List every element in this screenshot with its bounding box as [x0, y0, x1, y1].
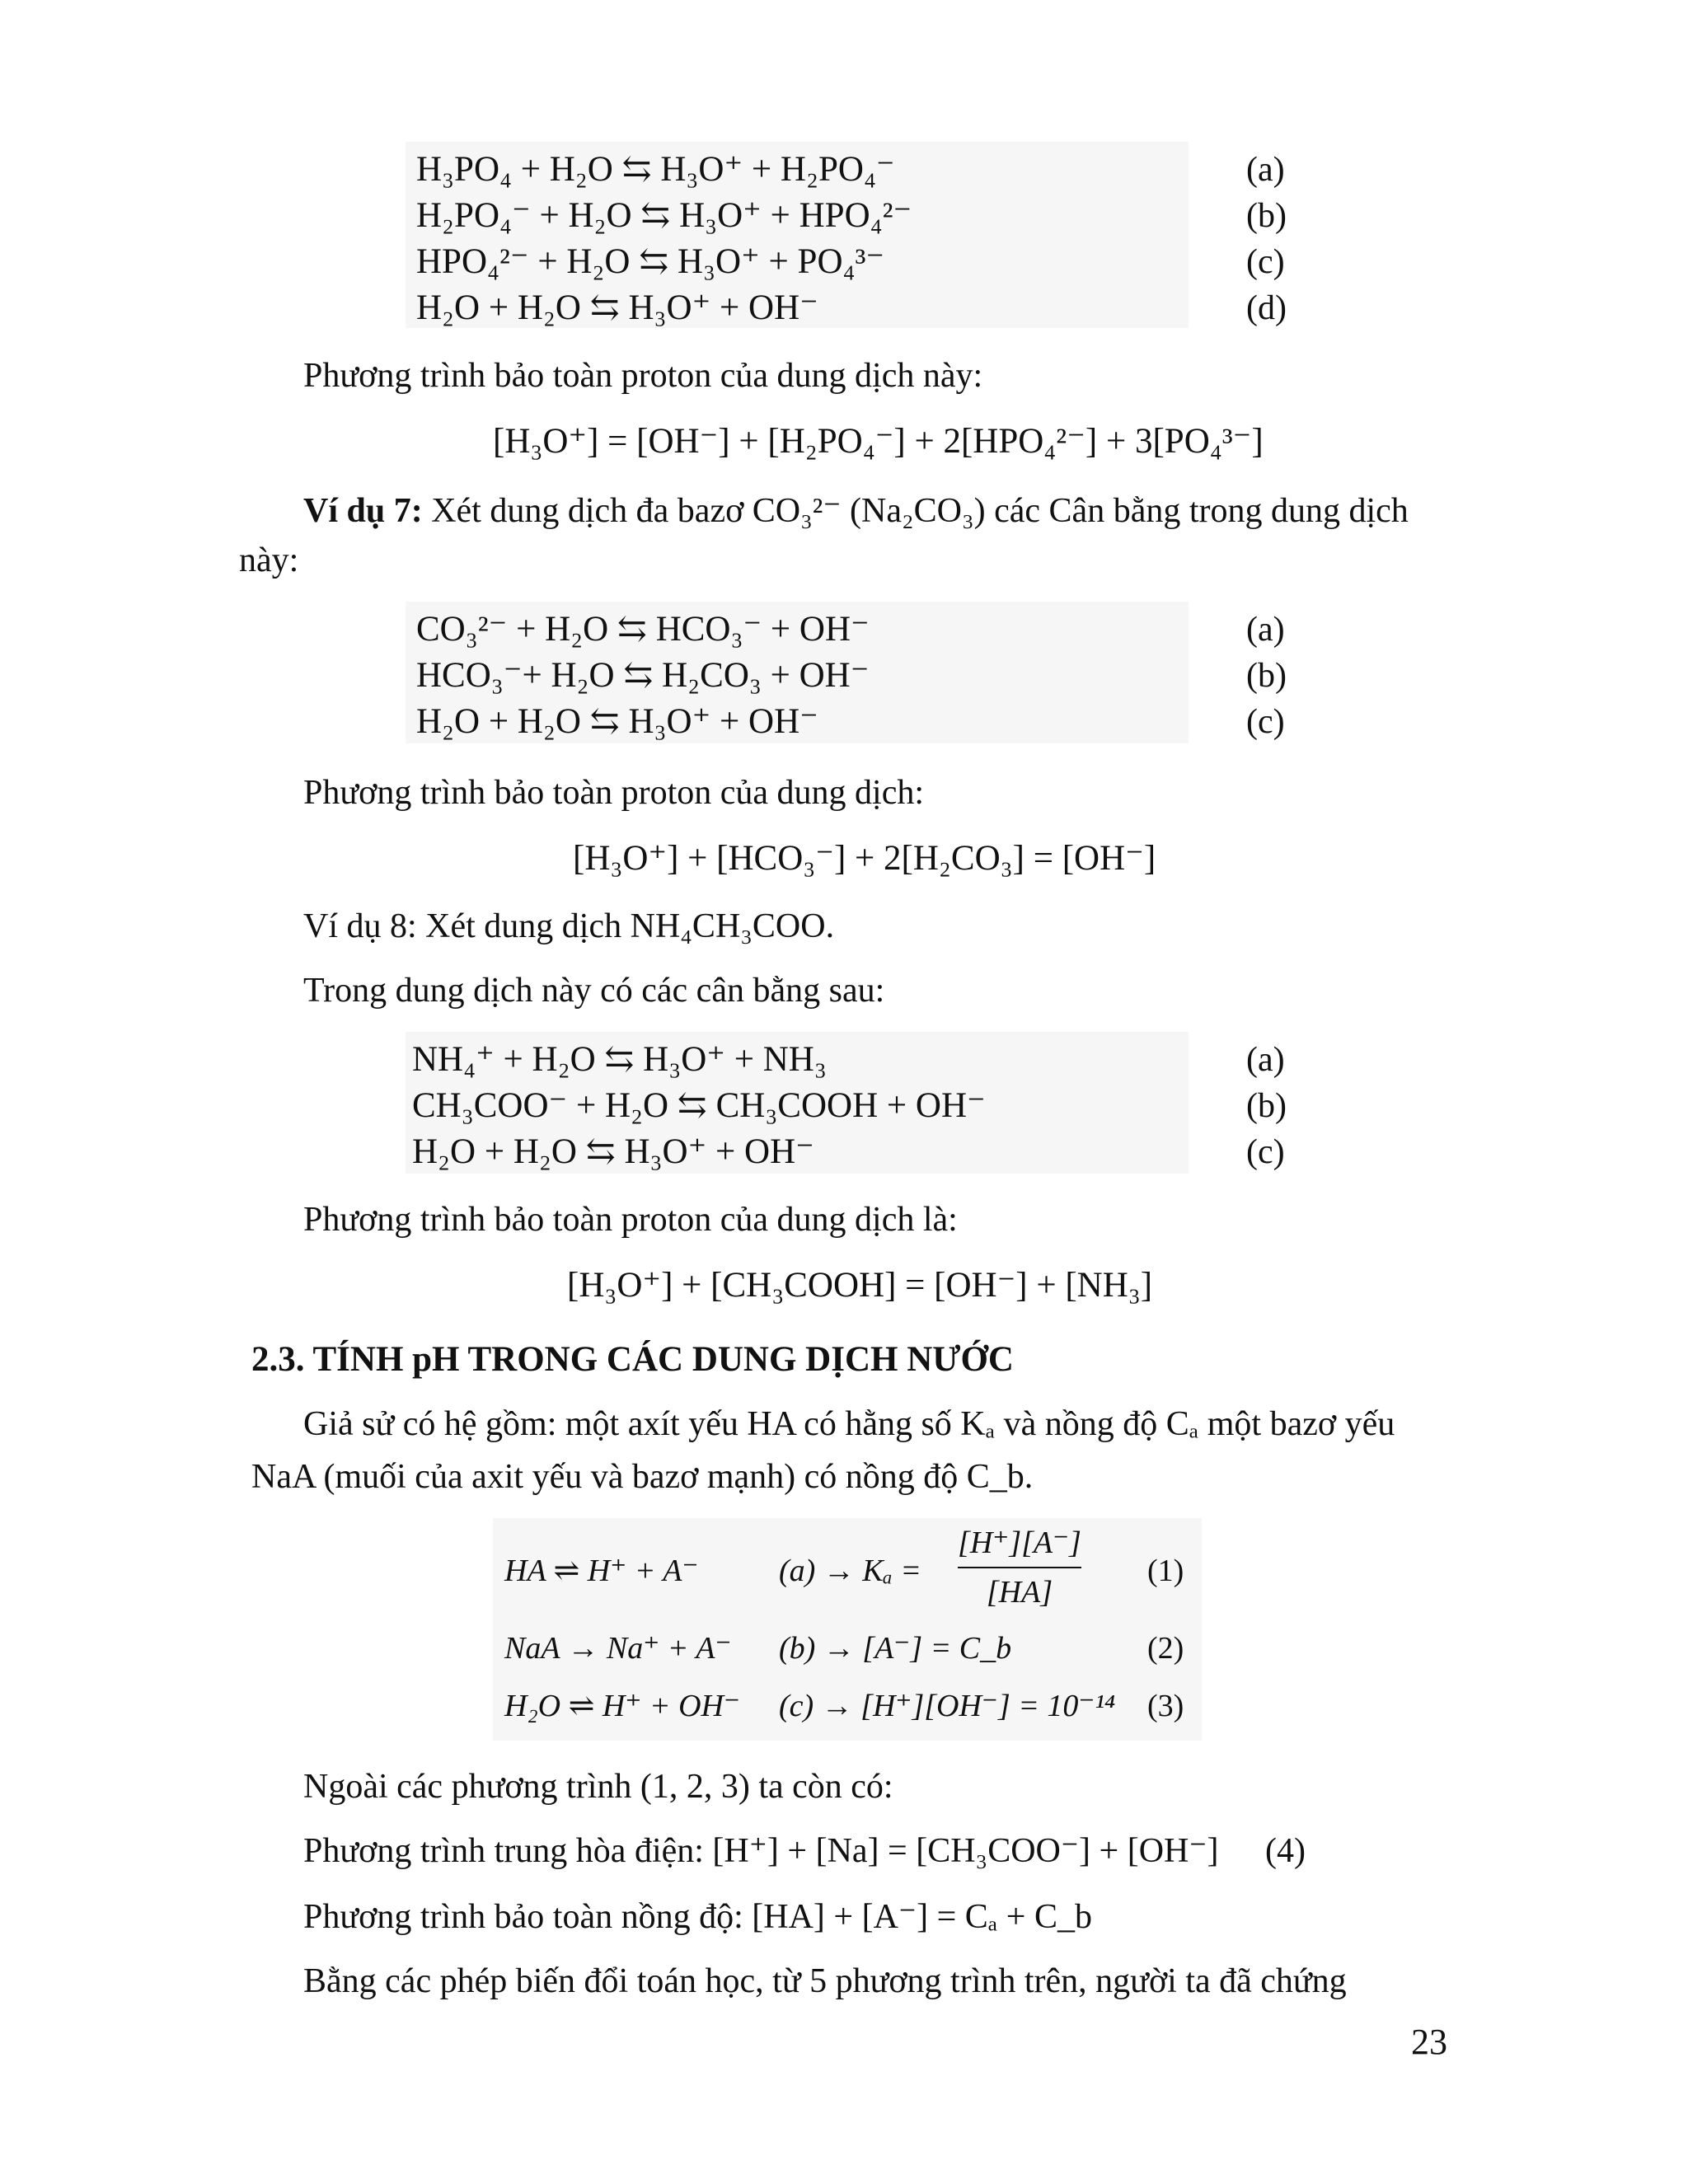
math-reaction-3: H₂O ⇌ H⁺ + OH⁻	[504, 1689, 741, 1723]
section-para-line2: NaA (muối của axit yếu và bazơ mạnh) có nồng độ C_b.	[251, 1458, 1034, 1496]
math-number-2: (2)	[1147, 1631, 1184, 1666]
fraction-numerator: [H⁺][A⁻]	[958, 1526, 1081, 1560]
equation-label-1b: (b)	[1246, 197, 1287, 235]
equation-1b: H₂PO₄⁻ + H₂O ⇆ H₃O⁺ + HPO₄²⁻	[416, 196, 912, 235]
example8-title: Ví dụ 8: Xét dung dịch NH₄CH₃COO.	[303, 907, 835, 945]
equation-3c: H₂O + H₂O ⇆ H₃O⁺ + OH⁻	[412, 1132, 814, 1171]
equation-1a: H₃PO₄ + H₂O ⇆ H₃O⁺ + H₂PO₄⁻	[416, 150, 895, 189]
equation-label-2a: (a)	[1246, 611, 1285, 649]
equation-2c: H₂O + H₂O ⇆ H₃O⁺ + OH⁻	[416, 702, 818, 741]
equation-label-3a: (a)	[1246, 1041, 1285, 1079]
fraction-bar	[958, 1567, 1081, 1568]
equation-label-2c: (c)	[1246, 703, 1285, 741]
equation-label-3b: (b)	[1246, 1087, 1287, 1125]
equation-3b: CH₃COO⁻ + H₂O ⇆ CH₃COOH + OH⁻	[412, 1086, 986, 1125]
example7-line1	[303, 488, 1409, 534]
other-equations-text: Ngoài các phương trình (1, 2, 3) ta còn có:	[303, 1768, 893, 1806]
proton-equation-1: [H₃O⁺] = [OH⁻] + [H₂PO₄⁻] + 2[HPO₄²⁻] + 3[PO₄³⁻]	[493, 422, 1264, 461]
charge-balance-number: (4)	[1265, 1832, 1306, 1870]
example8-intro: Trong dung dịch này có các cân bằng sau:	[303, 972, 885, 1010]
proton-intro-3: Phương trình bảo toàn proton của dung dịch là:	[303, 1201, 958, 1239]
proton-intro-2: Phương trình bảo toàn proton của dung dịch:	[303, 774, 925, 812]
section-heading: 2.3. TÍNH pH TRONG CÁC DUNG DỊCH NƯỚC	[251, 1340, 1014, 1379]
math-relation-2: (b) → [A⁻] = C_b	[779, 1631, 1012, 1666]
example7-text: Xét dung dịch đa bazơ CO₃²⁻ (Na₂CO₃) các Cân bằng trong dung dịch	[422, 492, 1409, 530]
math-number-3: (3)	[1147, 1689, 1184, 1723]
proton-equation-2: [H₃O⁺] + [HCO₃⁻] + 2[H₂CO₃] = [OH⁻]	[573, 839, 1156, 878]
proton-intro-1: Phương trình bảo toàn proton của dung dịch này:	[303, 357, 983, 395]
math-relation-3: (c) → [H⁺][OH⁻] = 10⁻¹⁴	[779, 1689, 1116, 1723]
equation-2b: HCO₃⁻+ H₂O ⇆ H₂CO₃ + OH⁻	[416, 656, 870, 695]
math-relation-1: (a) → Kₐ =	[779, 1554, 921, 1588]
math-reaction-1: HA ⇌ H⁺ + A⁻	[504, 1554, 699, 1588]
equation-2a: CO₃²⁻ + H₂O ⇆ HCO₃⁻ + OH⁻	[416, 610, 870, 649]
equation-1d: H₂O + H₂O ⇆ H₃O⁺ + OH⁻	[416, 288, 818, 327]
math-number-1: (1)	[1147, 1554, 1184, 1588]
equation-label-1a: (a)	[1246, 151, 1285, 189]
equation-label-2b: (b)	[1246, 657, 1287, 695]
charge-balance-text: Phương trình trung hòa điện: [H⁺] + [Na] = [CH₃COO⁻] + [OH⁻]	[303, 1832, 1219, 1870]
equation-label-1c: (c)	[1246, 243, 1285, 281]
last-line-text: Bằng các phép biến đổi toán học, từ 5 phương trình trên, người ta đã chứng	[303, 1962, 1347, 2000]
example7-line2: này:	[239, 541, 299, 579]
proton-equation-3: [H₃O⁺] + [CH₃COOH] = [OH⁻] + [NH₃]	[567, 1266, 1153, 1305]
equation-3a: NH₄⁺ + H₂O ⇆ H₃O⁺ + NH₃	[412, 1040, 827, 1079]
example7-title: Ví dụ 7:	[303, 492, 423, 530]
math-fraction-1	[958, 1521, 1081, 1615]
section-para-line1: Giả sử có hệ gồm: một axít yếu HA có hằng số Kₐ và nồng độ Cₐ một bazơ yếu	[303, 1405, 1395, 1443]
equation-label-3c: (c)	[1246, 1133, 1285, 1171]
fraction-denominator: [HA]	[986, 1575, 1053, 1610]
mass-balance-text: Phương trình bảo toàn nồng độ: [HA] + [A⁻] = Cₐ + C_b	[303, 1898, 1092, 1936]
equation-1c: HPO₄²⁻ + H₂O ⇆ H₃O⁺ + PO₄³⁻	[416, 242, 885, 281]
equation-label-1d: (d)	[1246, 289, 1287, 327]
page-number: 23	[1411, 2022, 1447, 2062]
math-reaction-2: NaA → Na⁺ + A⁻	[504, 1631, 732, 1666]
